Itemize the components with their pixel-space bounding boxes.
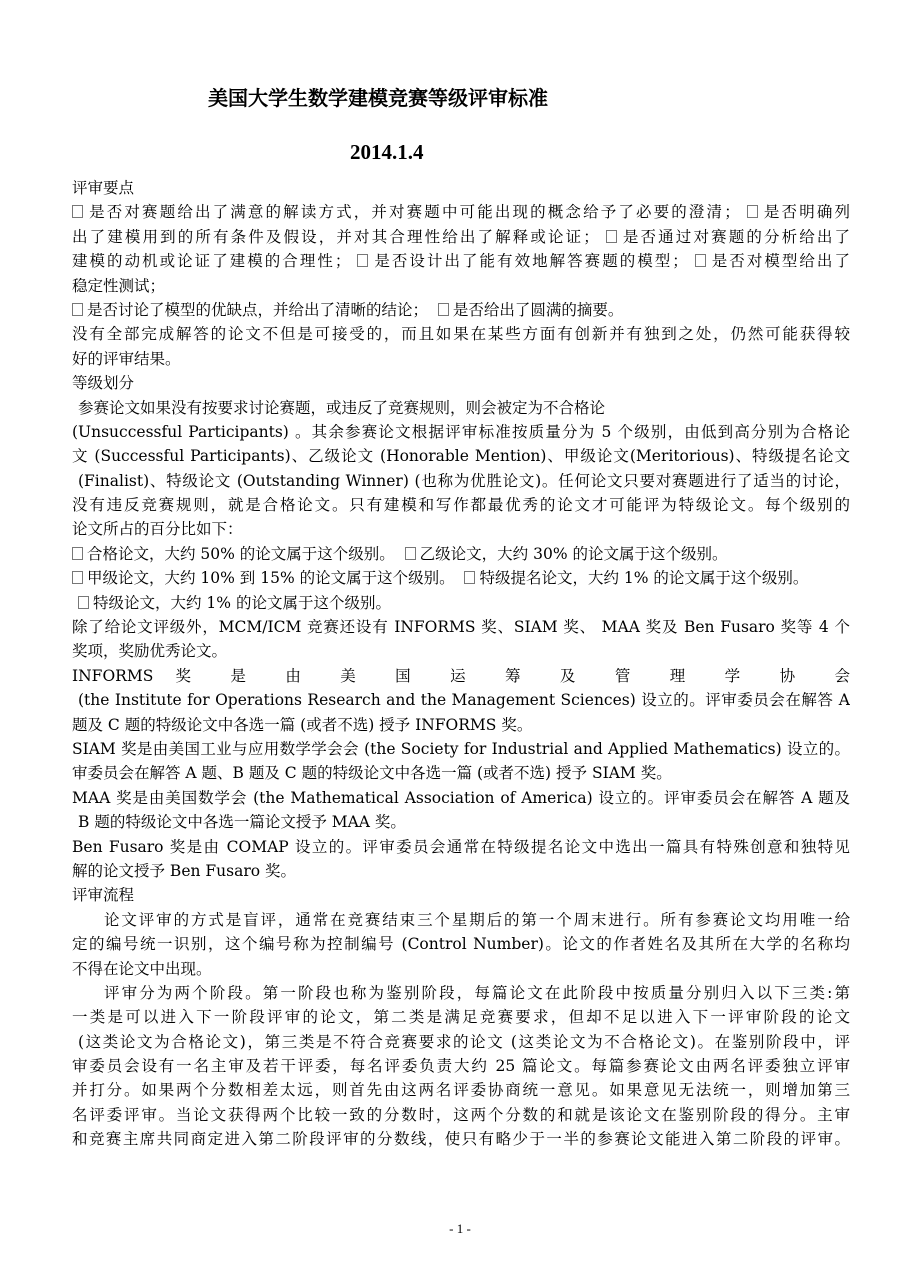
fusaro-line-1: Ben Fusaro 奖是由 COMAP 设立的。评审委员会通常在特级提名论文中选出一篇具有特殊创意和独特见 [72,837,850,856]
review-points-line-3: 建模的动机或论证了建模的合理性； 是否设计出了能有效地解答赛题的模型； 是否对模型给出了 [72,252,850,271]
process2-line-6: 名评委评审。当论文获得两个比较一致的分数时，这两个分数的和就是该论文在鉴别阶段的得分。主审 [72,1105,850,1124]
process2-line-7: 和竞赛主席共同商定进入第二阶段评审的分数线，使只有略少于一半的参赛论文能进入第二阶段的评审。 [72,1130,850,1149]
incomplete-line-1: 没有全部完成解答的论文不但是可接受的，而且如果在某些方面有创新并有独到之处，仍然可能获得较 [72,325,850,344]
process1-line-3: 不得在论文中出现。 [72,959,212,978]
review-points-line-1: 是否对赛题给出了满意的解读方式，并对赛题中可能出现的概念给予了必要的澄清； 是否明确列 [72,200,850,224]
checkbox-glyph-icon [747,205,758,218]
checkbox-glyph-icon [357,254,368,267]
grades-line-6: 论文所占的百分比如下： [72,520,243,539]
checkbox-glyph-icon [72,547,83,560]
informs-line-2: (the Institute for Operations Research and the Management Sciences) 设立的。评审委员会在解答 A [78,691,850,710]
informs-line-3: 题及 C 题的特级论文中各选一篇 (或者不选) 授予 INFORMS 奖。 [72,715,533,734]
checkbox-glyph-icon [78,596,89,609]
checkbox-glyph-icon [695,254,706,267]
process1-line-1: 论文评审的方式是盲评，通常在竞赛结束三个星期后的第一个周末进行。所有参赛论文均用唯一给 [104,910,850,929]
document-title: 美国大学生数学建模竞赛等级评审标准 [208,86,548,110]
percent-line-2: 甲级论文，大约 10% 到 15% 的论文属于这个级别。 特级提名论文，大约 1% 的论文属于这个级别。 [72,566,850,590]
checkbox-glyph-icon [72,571,83,584]
maa-line-1: MAA 奖是由美国数学会 (the Mathematical Association of America) 设立的。评审委员会在解答 A 题及 [72,788,850,807]
page-number: - 1 - [449,1221,471,1236]
grades-line-5: 没有违反竞赛规则，就是合格论文。只有建模和写作都最优秀的论文才可能评为特级论文。每个级别的 [72,496,850,515]
grades-line-1: 参赛论文如果没有按要求讨论赛题，或违反了竞赛规则，则会被定为不合格论 [78,398,606,417]
review-points-line-2: 出了建模用到的所有条件及假设，并对其合理性给出了解释或论证； 是否通过对赛题的分析给出了 [72,227,850,246]
grades-line-4: (Finalist)、特级论文 (Outstanding Winner) (也称为优胜论文)。任何论文只要对赛题进行了适当的讨论， [78,471,850,490]
section-heading-review-points: 评审要点 [72,179,135,197]
checkbox-glyph-icon [405,547,416,560]
informs-line-1: INFORMS 奖 是 由 美 国 运 筹 及 管 理 学 协 会 [72,666,850,685]
section-heading-grades: 等级划分 [72,374,135,393]
review-points-line-4: 稳定性测试； [72,276,166,295]
maa-line-2: B 题的特级论文中各选一篇论文授予 MAA 奖。 [78,813,406,832]
percent-line-3: 特级论文，大约 1% 的论文属于这个级别。 [72,591,850,615]
process2-line-5: 并打分。如果两个分数相差太远，则首先由这两名评委协商统一意见。如果意见无法统一，则增加第三 [72,1081,850,1100]
awards-line-1: 除了给论文评级外，MCM/ICM 竞赛还设有 INFORMS 奖、SIAM 奖、 MAA 奖及 Ben Fusaro 奖等 4 个 [72,618,850,637]
checkbox-glyph-icon [464,571,475,584]
checkbox-glyph-icon [606,230,617,243]
incomplete-line-2: 好的评审结果。 [72,349,181,368]
document-body [72,176,850,1152]
percent-line-1: 合格论文，大约 50% 的论文属于这个级别。 乙级论文，大约 30% 的论文属于这个级别。 [72,542,850,566]
checkbox-glyph-icon [438,303,449,316]
checkbox-glyph-icon [72,303,83,316]
process2-line-3: (这类论文为合格论文)，第三类是不符合竞赛要求的论文 (这类论文为不合格论文)。在鉴别阶段中，评 [78,1032,850,1051]
grades-line-3: 文 (Successful Participants)、乙级论文 (Honorable Mention)、甲级论文(Meritorious)、特级提名论文 [72,447,850,466]
review-points-line-5: 是否讨论了模型的优缺点，并给出了清晰的结论； 是否给出了圆满的摘要。 [72,298,850,322]
document-date: 2014.1.4 [350,140,424,164]
section-heading-process: 评审流程 [72,886,135,905]
process2-line-4: 审委员会设有一名主审及若干评委，每名评委负责大约 25 篇论文。每篇参赛论文由两名评委独立评审 [72,1057,850,1076]
siam-line-1: SIAM 奖是由美国工业与应用数学学会会 (the Society for Industrial and Applied Mathematics) 设立的。 [72,739,850,758]
process1-line-2: 定的编号统一识别，这个编号称为控制编号 (Control Number)。论文的作者姓名及其所在大学的名称均 [72,935,850,954]
grades-line-2: (Unsuccessful Participants) 。其余参赛论文根据评审标准按质量分为 5 个级别，由低到高分别为合格论 [72,422,850,441]
process2-line-2: 一类是可以进入下一阶段评审的论文，第二类是满足竞赛要求，但却不足以进入下一评审阶段的论文 [72,1008,850,1027]
awards-line-2: 奖项，奖励优秀论文。 [72,642,228,661]
checkbox-glyph-icon [72,205,83,218]
siam-line-2: 审委员会在解答 A 题、B 题及 C 题的特级论文中各选一篇 (或者不选) 授予 SIAM 奖。 [72,764,672,783]
fusaro-line-2: 解的论文授予 Ben Fusaro 奖。 [72,861,297,880]
process2-line-1: 评审分为两个阶段。第一阶段也称为鉴别阶段，每篇论文在此阶段中按质量分别归入以下三类:第 [104,983,850,1002]
